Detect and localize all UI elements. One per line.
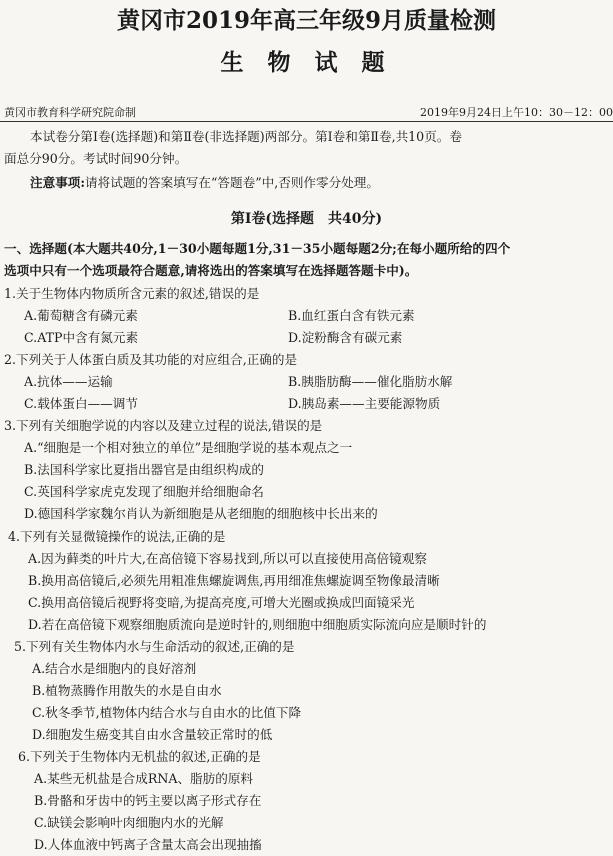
exam-title: 黄冈市2019年高三年级9月质量检测 [116, 7, 497, 34]
notice-text: 请将试题的答案填写在“答题卷”中,否则作零分处理。 [85, 175, 379, 190]
section-intro-line-2: 选项中只有一个选项最符合题意,请将选出的答案填写在选择题答题卡中)。 [4, 263, 418, 278]
notice-line [0, 172, 613, 194]
option: B.植物蒸腾作用散失的水是自由水 [32, 683, 222, 698]
exam-time: 2019年9月24日上午10：30－12：00 [420, 106, 613, 119]
question-stem: 4.下列有关显微镜操作的说法,正确的是 [8, 529, 226, 544]
option: C.英国科学家虎克发现了细胞并给细胞命名 [24, 484, 264, 499]
option: D.人体血液中钙离子含量太高会出现抽搐 [34, 837, 262, 852]
option: A.葡萄糖含有磷元素 [24, 308, 138, 323]
option: B.血红蛋白含有铁元素 [288, 308, 415, 323]
exam-subject: 生 物 试 题 [220, 49, 393, 76]
option: D.细胞发生癌变其自由水含量较正常时的低 [32, 727, 273, 742]
question-stem: 5.下列有关生物体内水与生命活动的叙述,正确的是 [14, 639, 295, 654]
option: A.因为藓类的叶片大,在高倍镜下容易找到,所以可以直接使用高倍镜观察 [28, 551, 427, 566]
option: A.结合水是细胞内的良好溶剂 [32, 661, 197, 676]
option-row [0, 305, 613, 327]
instruction-line-1: 本试卷分第Ⅰ卷(选择题)和第Ⅱ卷(非选择题)两部分。第Ⅰ卷和第Ⅱ卷,共10页。卷 [30, 129, 462, 144]
question-stem: 6.下列关于生物体内无机盐的叙述,正确的是 [18, 749, 261, 764]
publisher: 黄冈市教育科学研究院命制 [4, 106, 136, 119]
section-intro-line-1: 一、选择题(本大题共40分,1－30小题每题1分,31－35小题每题2分;在每小题所给的四个 [4, 241, 511, 256]
option: C.换用高倍镜后视野将变暗,为提高亮度,可增大光圈或换成凹面镜采光 [28, 595, 415, 610]
option: A.“细胞是一个相对独立的单位”是细胞学说的基本观点之一 [24, 440, 353, 455]
option: D.德国科学家魏尔肖认为新细胞是从老细胞的细胞核中长出来的 [24, 506, 378, 521]
option: A.抗体——运输 [24, 374, 113, 389]
option: C.缺镁会影响叶肉细胞内水的光解 [34, 815, 224, 830]
option-row [0, 327, 613, 349]
option: C.秋冬季节,植物体内结合水与自由水的比值下降 [32, 705, 302, 720]
instruction-line-2: 面总分90分。考试时间90分钟。 [4, 151, 188, 166]
option: C.载体蛋白——调节 [24, 396, 138, 411]
question-stem: 2.下列关于人体蛋白质及其功能的对应组合,正确的是 [4, 352, 298, 367]
exam-meta-row [4, 104, 613, 120]
option: B.法国科学家比夏指出器官是由组织构成的 [24, 462, 264, 477]
notice-label: 注意事项: [30, 175, 86, 190]
option-row [0, 371, 613, 393]
option: B.胰脂肪酶——催化脂肪水解 [288, 374, 453, 389]
option: D.若在高倍镜下观察细胞质流向是逆时针的,则细胞中细胞质实际流向应是顺时针的 [28, 617, 487, 632]
option: A.某些无机盐是合成RNA、脂肪的原料 [34, 771, 254, 786]
option: D.淀粉酶含有碳元素 [288, 330, 403, 345]
header-divider [0, 121, 613, 122]
section-title: 第Ⅰ卷(选择题 共40分) [230, 211, 383, 227]
option: D.胰岛素——主要能源物质 [288, 396, 441, 411]
option: B.骨骼和牙齿中的钙主要以离子形式存在 [34, 793, 262, 808]
question-stem: 3.下列有关细胞学说的内容以及建立过程的说法,错误的是 [4, 418, 323, 433]
option: B.换用高倍镜后,必须先用粗准焦螺旋调焦,再用细准焦螺旋调至物像最清晰 [28, 573, 440, 588]
question-stem: 1.关于生物体内物质所含元素的叙述,错误的是 [4, 286, 260, 301]
option-row [0, 393, 613, 415]
option: C.ATP中含有氮元素 [24, 330, 139, 345]
